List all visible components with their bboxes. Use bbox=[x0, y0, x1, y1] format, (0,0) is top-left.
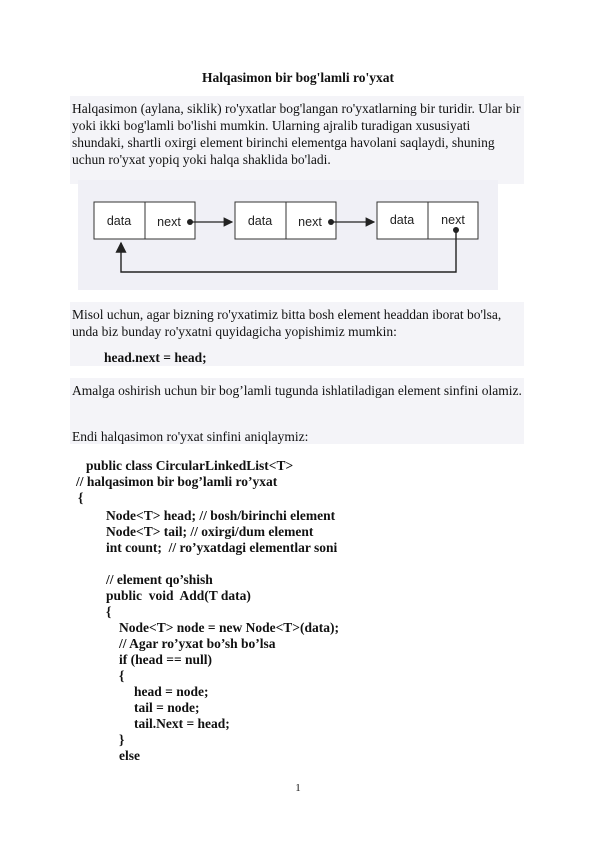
class-definition-intro: Endi halqasimon ro'yxat sinfini aniqlaymiz: bbox=[72, 429, 309, 444]
code-line: Node<T> head; // bosh/birinchi element bbox=[106, 508, 336, 523]
code-line: } bbox=[119, 732, 125, 747]
node-next-label: next bbox=[157, 215, 181, 229]
code-line: public class CircularLinkedList<T> bbox=[86, 458, 294, 473]
code-line: { bbox=[78, 490, 84, 505]
list-node bbox=[94, 202, 195, 239]
page-title: Halqasimon bir bog'lamli ro'yxat bbox=[202, 70, 394, 85]
code-comment: // Agar ro’yxat bo’sh bo’lsa bbox=[119, 636, 276, 651]
node-data-label: data bbox=[389, 213, 415, 227]
node-next-label: next bbox=[298, 215, 322, 229]
code-line: Node<T> node = new Node<T>(data); bbox=[119, 620, 339, 635]
code-line: public void Add(T data) bbox=[106, 588, 251, 603]
code-line: tail.Next = head; bbox=[134, 716, 230, 731]
code-line: { bbox=[119, 668, 125, 683]
code-line: if (head == null) bbox=[119, 652, 213, 667]
code-line: int count; // ro’yxatdagi elementlar soni bbox=[106, 540, 338, 555]
node-next-label: next bbox=[441, 213, 465, 227]
code-comment: // element qo’shish bbox=[106, 572, 213, 587]
implementation-paragraph: Amalga oshirish uchun bir bog’lamli tugunda ishlatiladigan element sinfini olamiz. bbox=[72, 383, 522, 398]
code-line: head = node; bbox=[134, 684, 209, 699]
example-code: head.next = head; bbox=[104, 350, 207, 365]
code-line: tail = node; bbox=[134, 700, 200, 715]
code-line: else bbox=[119, 748, 140, 763]
example-paragraph: Misol uchun, agar bizning ro'yxatimiz bitta bosh element headdan iborat bo'lsa, unda biz bunday ro'yxatni quyidagicha yopishimiz mumkin: bbox=[72, 307, 502, 339]
list-node bbox=[235, 202, 336, 239]
intro-paragraph: Halqasimon (aylana, siklik) ro'yxatlar bog'langan ro'yxatlarning bir turidir. Ular bir yoki ikki bog'lamli bo'lishi mumkin. Ularning ajralib turadigan xususiyati shundaki, shartli oxirgi element birinchi elementga havolani saqlaydi, shuning uchun ro'yxat yopiq yoki halqa shaklida bo'ladi. bbox=[72, 101, 521, 167]
code-comment: // halqasimon bir bog’lamli ro’yxat bbox=[76, 474, 278, 489]
code-line: Node<T> tail; // oxirgi/dum element bbox=[106, 524, 314, 539]
list-node bbox=[377, 202, 478, 239]
node-data-label: data bbox=[106, 214, 132, 228]
page-number: 1 bbox=[295, 782, 301, 794]
code-line: { bbox=[106, 604, 112, 619]
node-data-label: data bbox=[247, 214, 273, 228]
circular-list-diagram bbox=[0, 182, 596, 302]
